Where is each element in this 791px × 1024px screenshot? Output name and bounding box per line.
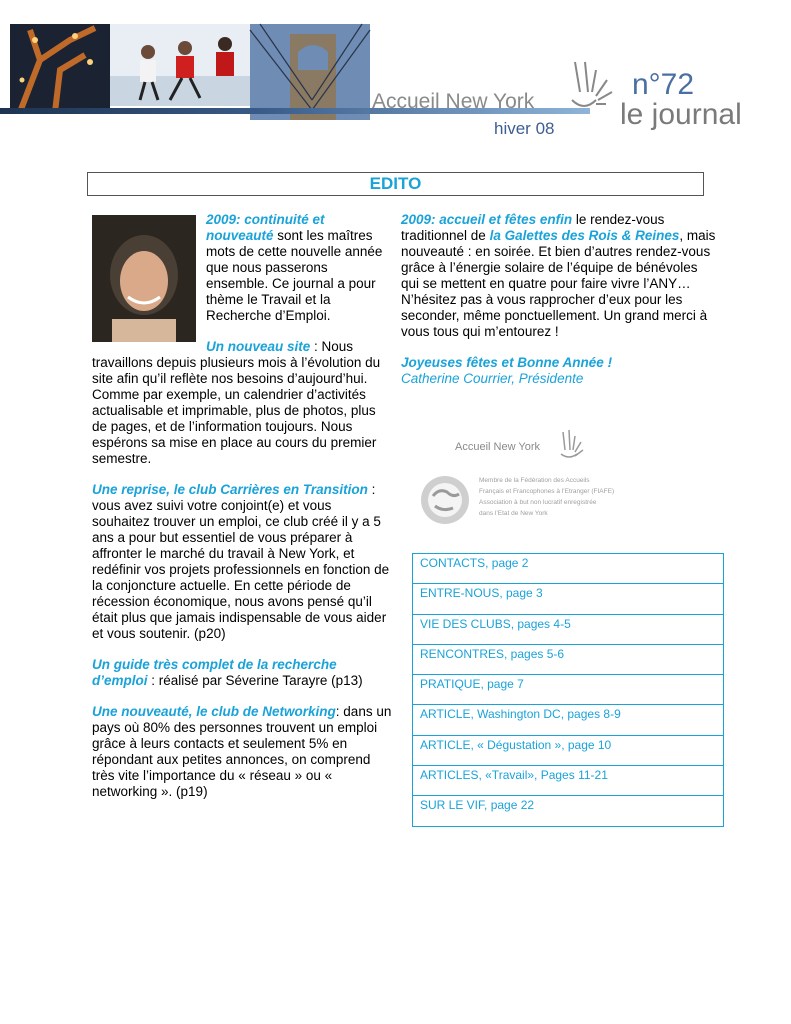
toc-item-pratique[interactable]: PRATIQUE, page 7	[413, 675, 723, 705]
table-of-contents	[412, 553, 724, 827]
toc-item-entre-nous[interactable]: ENTRE-NOUS, page 3	[413, 584, 723, 614]
paragraph-guide	[92, 657, 392, 689]
heading-networking: Une nouveauté, le club de Networking	[92, 704, 336, 719]
association-logo	[417, 420, 647, 532]
sun-logo-icon	[572, 62, 612, 106]
toc-item-degustation[interactable]: ARTICLE, « Dégustation », page 10	[413, 736, 723, 766]
toc-item-vie-des-clubs[interactable]: VIE DES CLUBS, pages 4-5	[413, 615, 723, 645]
photo-lights	[10, 24, 110, 112]
text-guide: : réalisé par Séverine Tarayre (p13)	[147, 673, 363, 688]
journal-label: le journal	[620, 98, 742, 131]
toc-item-sur-le-vif[interactable]: SUR LE VIF, page 22	[413, 796, 723, 826]
photo-skaters	[110, 24, 250, 106]
logo-line4: dans l’Etat de New York	[479, 510, 548, 517]
globe-icon	[421, 476, 469, 524]
text-networking: : dans un pays où 80% des personnes trouvent un emploi grâce à leurs contacts et seulement 5% en répondant aux petites annonces, on comprend très vite l’importance du « réseau » ou « networking ». (p19)	[92, 704, 392, 799]
text-continuite: sont les maîtres mots de cette nouvelle année que nous passerons ensemble. Ce journal a pour thème le Travail et la Recherche d’Emploi.	[206, 228, 383, 323]
header-banner	[0, 0, 791, 140]
wishes-text: Joyeuses fêtes et Bonne Année !	[401, 355, 613, 370]
heading-carrieres: Une reprise, le club Carrières en Transition	[92, 482, 368, 497]
heading-site: Un nouveau site	[206, 339, 311, 354]
heading-continuite: 2009: continuité et nouveauté	[206, 212, 325, 243]
issue-number: n°72	[632, 68, 695, 101]
logo-line3: Association à but non lucratif enregistrée	[479, 499, 597, 506]
header-title: Accueil New York	[372, 90, 535, 113]
edito-heading: EDITO	[87, 172, 704, 196]
text-accueil-mid: le rendez-vous traditionnel de	[401, 212, 665, 243]
text-carrieres: : vous avez suivi votre conjoint(e) et vous souhaitez trouver un emploi, ce club créé il y a 5 ans a pour but essentiel de vous préparer à affronter le marché du travail à New York, et redéfinir vos projets professionnels en fonction de la conjoncture actuelle. En cette période de récession économique, nous avons pensé qu’il était plus que jamais indispensable de vous aider et vous soutenir. (p20)	[92, 482, 390, 641]
galette-highlight: la Galettes des Rois & Reines	[489, 228, 680, 243]
text-accueil-end: , mais nouveauté : en soirée. Et bien d’autres rendez-vous grâce à l’énergie solaire de l’équipe de bénévoles qui se mettent en quatre pour faire vivre l’ANY… N’hésitez pas à vous rapprocher d’eux pour les seconder, même ponctuellement. Un grand merci à vous tous qui m’entourez !	[401, 228, 716, 339]
paragraph-site	[92, 339, 392, 467]
header-season: hiver 08	[494, 119, 555, 138]
photo-bridge	[250, 24, 370, 120]
toc-item-travail[interactable]: ARTICLES, «Travail», Pages 11-21	[413, 766, 723, 796]
heading-guide: Un guide très complet de la recherche d’emploi	[92, 657, 337, 688]
paragraph-carrieres	[92, 482, 392, 642]
right-column	[401, 212, 716, 387]
logo-sun-icon	[561, 430, 583, 457]
toc-item-contacts[interactable]: CONTACTS, page 2	[413, 554, 723, 584]
paragraph-accueil	[401, 212, 716, 340]
logo-line1: Membre de la Fédération des Accueils	[479, 477, 590, 484]
left-column	[92, 212, 392, 815]
text-site: : Nous travaillons depuis plusieurs mois à l’évolution du site afin qu’il reflète nos besoins d’aujourd’hui. Comme par exemple, un calendrier d’activités actualisable et imprimable, plus de photos, plus de pages, et de l’information toujours. Nous espérons sa mise en place au cours du premier semestre.	[92, 339, 381, 466]
closing	[401, 355, 716, 387]
heading-accueil: 2009: accueil et fêtes enfin	[401, 212, 573, 227]
logo-line2: Français et Francophones à l’Etranger (FIAFE)	[479, 488, 615, 495]
toc-item-washington[interactable]: ARTICLE, Washington DC, pages 8-9	[413, 705, 723, 735]
logo-name: Accueil New York	[455, 441, 540, 453]
paragraph-networking	[92, 704, 392, 800]
president-photo	[92, 215, 196, 342]
toc-item-rencontres[interactable]: RENCONTRES, pages 5-6	[413, 645, 723, 675]
signature-text: Catherine Courrier, Présidente	[401, 371, 584, 386]
